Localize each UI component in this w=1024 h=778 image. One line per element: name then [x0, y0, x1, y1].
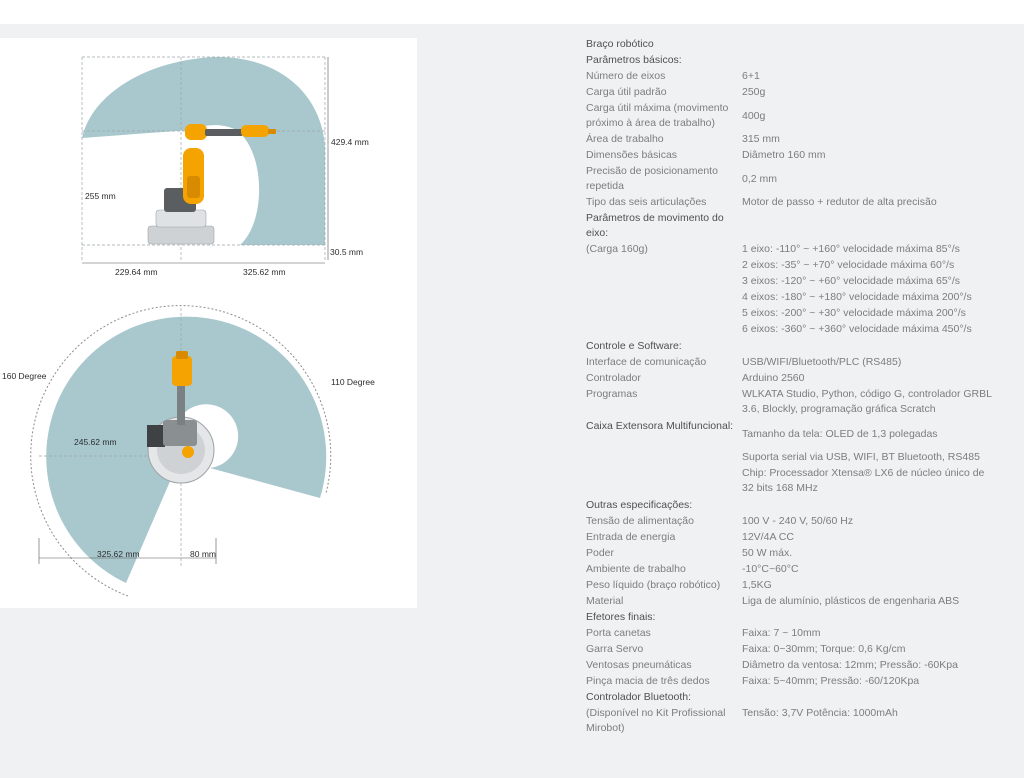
spec-section-title: Caixa Extensora Multifuncional:	[586, 420, 734, 432]
spec-value: 100 V - 240 V, 50/60 Hz	[742, 515, 854, 527]
spec-value: Liga de alumínio, plásticos de engenharia ABS	[742, 595, 960, 607]
spec-label: (Disponível no Kit Profissional Mirobot)	[586, 707, 726, 734]
spec-value: 4 eixos: -180° ~ +180° velocidade máxima 200°/s	[742, 291, 972, 303]
spec-value: 400g	[742, 110, 766, 122]
spec-value: 6 eixos: -360° ~ +360° velocidade máxima 450°/s	[742, 323, 972, 335]
spec-value: Faixa: 5~40mm; Pressão: -60/120Kpa	[742, 675, 920, 687]
spec-label: Interface de comunicação	[586, 356, 707, 368]
top-angle-left-label: 160 Degree	[2, 371, 47, 381]
spec-value: Diâmetro da ventosa: 12mm; Pressão: -60Kpa	[742, 659, 958, 671]
spec-label: Entrada de energia	[586, 531, 676, 543]
spec-value: Suporta serial via USB, WIFI, BT Bluetooth, RS485	[742, 451, 980, 463]
spec-value: 12V/4A CC	[742, 531, 794, 543]
spec-value: Tensão: 3,7V Potência: 1000mAh	[742, 707, 898, 719]
side-height-shoulder-label: 255 mm	[85, 191, 116, 201]
spec-label: (Carga 160g)	[586, 243, 648, 255]
spec-value: 3 eixos: -120° ~ +60° velocidade máxima 65°/s	[742, 275, 961, 287]
spec-label: Garra Servo	[586, 643, 644, 655]
spec-value: Tamanho da tela: OLED de 1,3 polegadas	[742, 428, 938, 440]
side-view	[82, 57, 369, 277]
spec-label: Precisão de posicionamento repetida	[586, 165, 718, 192]
spec-value: Faixa: 7 ~ 10mm	[742, 627, 821, 639]
spec-value: 1 eixo: -110° ~ +160° velocidade máxima 85°/s	[742, 243, 960, 255]
top-radius-label: 245.62 mm	[74, 437, 117, 447]
spec-value: 5 eixos: -200° ~ +30° velocidade máxima 200°/s	[742, 307, 966, 319]
spec-value: Motor de passo + redutor de alta precisão	[742, 196, 937, 208]
spec-value: 315 mm	[742, 133, 780, 145]
spec-section-title: Parâmetros básicos:	[586, 54, 682, 66]
side-height-total-label: 429.4 mm	[331, 137, 369, 147]
side-reach-back-label: 229.64 mm	[115, 267, 158, 277]
spec-section-title: Efetores finais:	[586, 611, 656, 623]
spec-value: USB/WIFI/Bluetooth/PLC (RS485)	[742, 356, 902, 368]
top-reach-label: 325.62 mm	[97, 549, 140, 559]
spec-label: Programas	[586, 388, 638, 400]
spec-value: 6+1	[742, 70, 760, 82]
spec-label: Poder	[586, 547, 615, 559]
side-reach-front-label: 325.62 mm	[243, 267, 286, 277]
side-robot-upper-arm	[185, 124, 207, 140]
spec-label: Número de eixos	[586, 70, 666, 82]
spec-section-title: Outras especificações:	[586, 499, 693, 511]
spec-label: Peso líquido (braço robótico)	[586, 579, 721, 591]
spec-value: 50 W máx.	[742, 547, 793, 559]
spec-label: Ambiente de trabalho	[586, 563, 686, 575]
spec-label: Controlador	[586, 372, 641, 384]
side-robot-base	[148, 226, 214, 244]
spec-label: Carga útil padrão	[586, 86, 667, 98]
spec-section-title: Controlador Bluetooth:	[586, 691, 692, 703]
spec-label: Carga útil máxima (movimento próximo à área de trabalho)	[586, 102, 729, 129]
spec-value: Arduino 2560	[742, 372, 805, 384]
spec-value: 1,5KG	[742, 579, 772, 591]
spec-value: WLKATA Studio, Python, código G, controlador GRBL 3.6, Blockly, programação gráfica Scratch	[742, 388, 992, 415]
spec-value: -10°C~60°C	[742, 563, 799, 575]
spec-value: Diâmetro 160 mm	[742, 149, 826, 161]
spec-label: Tipo das seis articulações	[586, 196, 707, 208]
dimension-drawing	[0, 38, 417, 608]
spec-value: 0,2 mm	[742, 173, 778, 185]
top-robot-gripper	[172, 356, 192, 386]
spec-value: 250g	[742, 86, 766, 98]
top-offset-label: 80 mm	[190, 549, 216, 559]
spec-value: Chip: Processador Xtensa® LX6 de núcleo único de 32 bits 168 MHz	[742, 467, 985, 494]
spec-label: Ventosas pneumáticas	[586, 659, 692, 671]
spec-label: Material	[586, 595, 624, 607]
spec-label: Pinça macia de três dedos	[586, 675, 710, 687]
spec-value: Faixa: 0~30mm; Torque: 0,6 Kg/cm	[742, 643, 906, 655]
spec-section-title: Braço robótico	[586, 38, 654, 50]
top-angle-right-label: 110 Degree	[331, 377, 375, 387]
spec-label: Dimensões básicas	[586, 149, 678, 161]
top-view	[2, 306, 375, 596]
side-height-base-label: 30.5 mm	[330, 247, 364, 257]
spec-label: Porta canetas	[586, 627, 651, 639]
spec-label: Tensão de alimentação	[586, 515, 694, 527]
spec-section-title: Parâmetros de movimento do eixo:	[586, 212, 724, 239]
spec-value: 2 eixos: -35° ~ +70° velocidade máxima 60°/s	[742, 259, 955, 271]
spec-label: Área de trabalho	[586, 133, 664, 145]
spec-section-title: Controle e Software:	[586, 340, 682, 352]
